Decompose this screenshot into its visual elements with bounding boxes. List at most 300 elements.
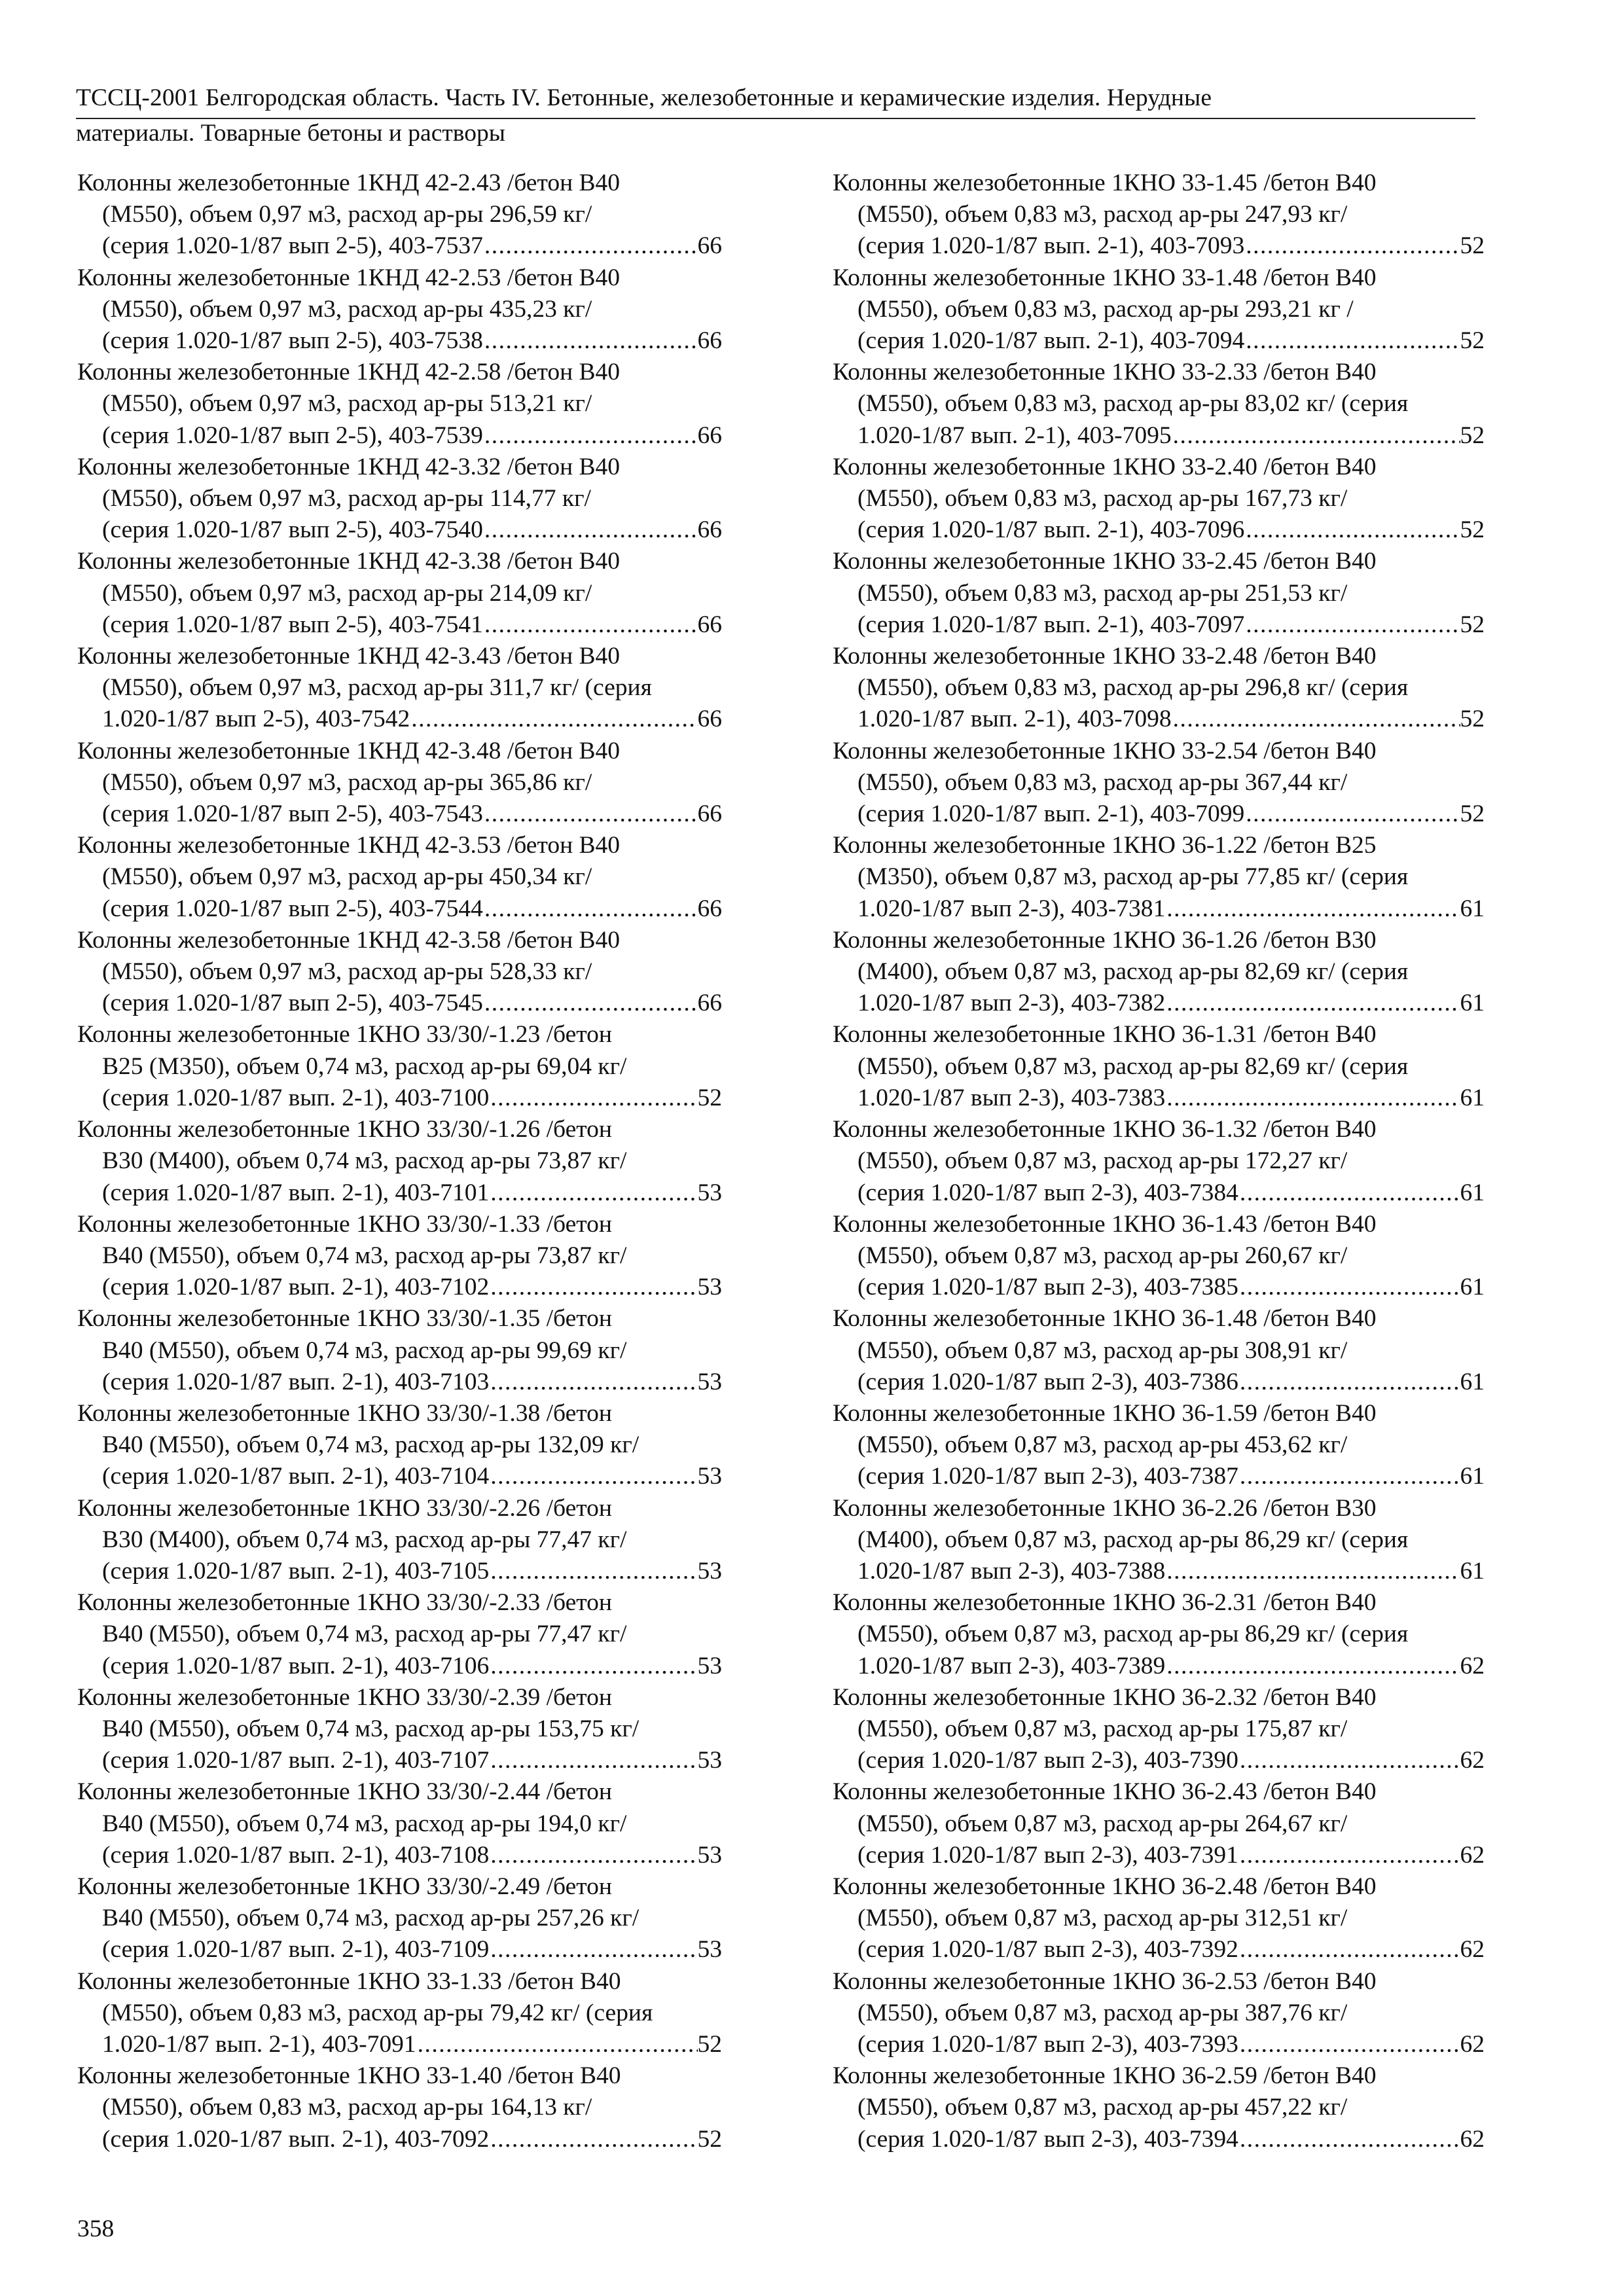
entry-page-number: 52: [1460, 611, 1485, 638]
dot-leader: [483, 325, 698, 357]
index-entry: [833, 1966, 1485, 2061]
dot-leader: [483, 988, 698, 1019]
entry-line-2: (М550), объем 0,87 м3, расход ар-ры 264,67 кг/: [857, 1810, 1348, 1837]
index-entry: [77, 1966, 722, 2061]
dot-leader: [489, 1651, 697, 1682]
entry-line-2: (М350), объем 0,87 м3, расход ар-ры 77,85 кг/ (серия: [857, 863, 1409, 891]
entry-line-3: [833, 1934, 1485, 1965]
entry-line-1: Колонны железобетонные 1КНО 33-1.40 /бетон В40: [77, 2062, 621, 2090]
entry-line-3: [833, 1083, 1485, 1114]
entry-line-1: Колонны железобетонные 1КНО 33/30/-2.39 /бетон: [77, 1683, 612, 1711]
dot-leader: [1238, 1461, 1460, 1492]
entry-line-1: Колонны железобетонные 1КНО 33-2.48 /бетон В40: [833, 643, 1377, 670]
entry-line-3: [833, 325, 1485, 357]
entry-reference: (серия 1.020-1/87 вып. 2-1), 403-7099: [857, 800, 1245, 828]
entry-reference: (серия 1.020-1/87 вып. 2-1), 403-7096: [857, 516, 1245, 544]
entry-line-3: [833, 988, 1485, 1019]
entry-line-1: Колонны железобетонные 1КНД 42-2.53 /бетон В40: [77, 264, 621, 291]
dot-leader: [1165, 1556, 1460, 1587]
index-entry: [77, 1114, 722, 1209]
entry-line-1: Колонны железобетонные 1КНО 33-1.45 /бетон В40: [833, 170, 1377, 196]
entry-page-number: 62: [1460, 2030, 1485, 2058]
index-entry: [77, 262, 722, 357]
entry-line-1: Колонны железобетонные 1КНО 36-2.53 /бетон В40: [833, 1967, 1377, 1995]
index-entry: [833, 1114, 1485, 1209]
index-entry: [77, 546, 722, 641]
entry-page-number: 66: [697, 327, 722, 355]
entry-line-1: Колонны железобетонные 1КНО 33-1.33 /бетон В40: [77, 1967, 621, 1995]
dot-leader: [1165, 1083, 1460, 1114]
entry-line-1: Колонны железобетонные 1КНО 36-1.32 /бетон В40: [833, 1116, 1377, 1143]
entry-reference: (серия 1.020-1/87 вып 2-5), 403-7539: [102, 422, 483, 449]
dot-leader: [1238, 2029, 1460, 2060]
entry-reference: 1.020-1/87 вып. 2-1), 403-7091: [102, 2030, 416, 2058]
index-entry: [833, 1587, 1485, 1682]
entry-reference: (серия 1.020-1/87 вып. 2-1), 403-7100: [102, 1084, 490, 1111]
entry-reference: (серия 1.020-1/87 вып 2-5), 403-7541: [102, 611, 483, 638]
entry-page-number: 66: [697, 232, 722, 260]
dot-leader: [1165, 893, 1460, 925]
entry-line-2: (М550), объем 0,83 м3, расход ар-ры 79,42 кг/ (серия: [102, 1999, 653, 2026]
entry-page-number: 53: [697, 1841, 722, 1869]
entry-line-3: [77, 325, 722, 357]
entry-line-2: В30 (М400), объем 0,74 м3, расход ар-ры 77,47 кг/: [102, 1526, 627, 1553]
entry-line-1: Колонны железобетонные 1КНД 42-3.43 /бетон В40: [77, 643, 621, 670]
entry-line-2: В40 (М550), объем 0,74 м3, расход ар-ры 194,0 кг/: [102, 1810, 627, 1837]
dot-leader: [489, 1367, 697, 1398]
entry-line-2: (М550), объем 0,87 м3, расход ар-ры 82,69 кг/ (серия: [857, 1052, 1409, 1080]
entry-line-1: Колонны железобетонные 1КНО 33/30/-2.26 /бетон: [77, 1494, 612, 1522]
index-entry: [77, 736, 722, 831]
entry-reference: (серия 1.020-1/87 вып. 2-1), 403-7104: [102, 1463, 490, 1490]
entry-line-3: [833, 420, 1485, 452]
header-title-line2: материалы. Товарные бетоны и растворы: [76, 120, 505, 147]
entry-line-1: Колонны железобетонные 1КНО 33/30/-1.33 /бетон: [77, 1210, 612, 1238]
entry-reference: (серия 1.020-1/87 вып 2-3), 403-7384: [857, 1179, 1238, 1206]
entry-line-1: Колонны железобетонные 1КНО 33/30/-2.33 /бетон: [77, 1589, 612, 1617]
index-entry: [77, 925, 722, 1020]
entry-line-2: В30 (М400), объем 0,74 м3, расход ар-ры 73,87 кг/: [102, 1147, 627, 1175]
entry-page-number: 52: [1460, 327, 1485, 355]
index-entry: [833, 1776, 1485, 1871]
entry-page-number: 66: [697, 611, 722, 638]
index-entry: [77, 1871, 722, 1966]
entry-reference: (серия 1.020-1/87 вып 2-5), 403-7540: [102, 516, 483, 544]
entry-reference: 1.020-1/87 вып 2-3), 403-7388: [857, 1557, 1166, 1585]
entry-reference: (серия 1.020-1/87 вып. 2-1), 403-7102: [102, 1274, 490, 1301]
index-entry: [833, 1209, 1485, 1304]
dot-leader: [489, 1556, 697, 1587]
index-column-left: [77, 168, 722, 2155]
entry-line-1: Колонны железобетонные 1КНД 42-3.38 /бетон В40: [77, 548, 621, 575]
dot-leader: [1244, 230, 1460, 262]
entry-page-number: 53: [697, 1179, 722, 1206]
entry-reference: 1.020-1/87 вып 2-3), 403-7381: [857, 895, 1166, 922]
entry-line-1: Колонны железобетонные 1КНО 33/30/-1.35 /бетон: [77, 1305, 612, 1333]
index-entry: [77, 830, 722, 925]
entry-line-1: Колонны железобетонные 1КНД 42-3.53 /бетон В40: [77, 832, 621, 859]
entry-line-3: [77, 1745, 722, 1776]
entry-line-1: Колонны железобетонные 1КНО 33-2.33 /бетон В40: [833, 359, 1377, 386]
entry-reference: (серия 1.020-1/87 вып. 2-1), 403-7108: [102, 1841, 490, 1869]
dot-leader: [1238, 2124, 1460, 2155]
dot-leader: [1238, 1367, 1460, 1398]
entry-line-2: (М550), объем 0,87 м3, расход ар-ры 260,67 кг/: [857, 1242, 1348, 1269]
dot-leader: [1244, 609, 1460, 641]
entry-line-2: (М550), объем 0,83 м3, расход ар-ры 251,53 кг/: [857, 579, 1348, 607]
entry-reference: 1.020-1/87 вып. 2-1), 403-7095: [857, 422, 1172, 449]
dot-leader: [1238, 1840, 1460, 1871]
entry-page-number: 61: [1460, 1084, 1485, 1111]
entry-page-number: 61: [1460, 1368, 1485, 1395]
entry-line-3: [833, 1272, 1485, 1303]
entry-line-3: [833, 609, 1485, 641]
dot-leader: [1165, 1651, 1460, 1682]
entry-page-number: 52: [697, 2030, 722, 2058]
entry-reference: (серия 1.020-1/87 вып 2-3), 403-7393: [857, 2030, 1238, 2058]
entry-line-2: (М550), объем 0,97 м3, расход ар-ры 435,23 кг/: [102, 295, 592, 323]
entry-line-1: Колонны железобетонные 1КНО 36-2.43 /бетон В40: [833, 1778, 1377, 1806]
dot-leader: [1172, 704, 1460, 735]
entry-page-number: 66: [697, 516, 722, 544]
index-entry: [77, 1776, 722, 1871]
entry-line-1: Колонны железобетонные 1КНД 42-3.48 /бетон В40: [77, 737, 621, 764]
entry-reference: (серия 1.020-1/87 вып 2-3), 403-7386: [857, 1368, 1238, 1395]
entry-page-number: 61: [1460, 1557, 1485, 1585]
entry-line-1: Колонны железобетонные 1КНД 42-3.58 /бетон В40: [77, 926, 621, 954]
entry-line-2: В40 (М550), объем 0,74 м3, расход ар-ры 77,47 кг/: [102, 1621, 627, 1648]
dot-leader: [483, 514, 698, 546]
entry-line-3: [77, 1177, 722, 1209]
entry-line-1: Колонны железобетонные 1КНО 33/30/-1.26 /бетон: [77, 1116, 612, 1143]
entry-line-1: Колонны железобетонные 1КНО 33-1.48 /бетон В40: [833, 264, 1377, 291]
index-entry: [77, 357, 722, 452]
entry-line-3: [833, 1651, 1485, 1682]
entry-page-number: 53: [697, 1936, 722, 1964]
entry-line-2: (М550), объем 0,97 м3, расход ар-ры 311,7 кг/ (серия: [102, 674, 652, 702]
index-entry: [833, 262, 1485, 357]
entry-line-3: [833, 798, 1485, 830]
index-entry: [77, 168, 722, 262]
entry-reference: (серия 1.020-1/87 вып 2-5), 403-7544: [102, 895, 483, 922]
entry-line-3: [833, 1461, 1485, 1492]
entry-line-3: [833, 893, 1485, 925]
entry-line-1: Колонны железобетонные 1КНО 33-2.40 /бетон В40: [833, 453, 1377, 480]
dot-leader: [1238, 1745, 1460, 1776]
dot-leader: [1238, 1934, 1460, 1965]
entry-line-2: (М550), объем 0,87 м3, расход ар-ры 175,87 кг/: [857, 1715, 1348, 1742]
dot-leader: [483, 798, 698, 830]
entry-line-2: (М550), объем 0,87 м3, расход ар-ры 387,76 кг/: [857, 1999, 1348, 2026]
index-entry: [833, 168, 1485, 262]
entry-reference: (серия 1.020-1/87 вып. 2-1), 403-7103: [102, 1368, 490, 1395]
entry-line-2: (М550), объем 0,97 м3, расход ар-ры 296,59 кг/: [102, 201, 592, 228]
index-column-right: [833, 168, 1485, 2155]
entry-reference: (серия 1.020-1/87 вып 2-5), 403-7537: [102, 232, 483, 260]
index-entry: [833, 1871, 1485, 1966]
entry-reference: 1.020-1/87 вып 2-3), 403-7389: [857, 1652, 1166, 1679]
index-entry: [77, 1209, 722, 1304]
entry-line-3: [833, 2124, 1485, 2155]
entry-page-number: 52: [1460, 422, 1485, 449]
dot-leader: [1238, 1272, 1460, 1303]
entry-line-2: (М550), объем 0,97 м3, расход ар-ры 450,34 кг/: [102, 863, 592, 891]
entry-page-number: 62: [1460, 1936, 1485, 1964]
entry-reference: 1.020-1/87 вып. 2-1), 403-7098: [857, 706, 1172, 733]
dot-leader: [1244, 514, 1460, 546]
entry-reference: (серия 1.020-1/87 вып 2-5), 403-7538: [102, 327, 483, 355]
index-entry: [77, 1587, 722, 1682]
index-entry: [833, 2060, 1485, 2155]
dot-leader: [410, 704, 697, 735]
dot-leader: [1244, 325, 1460, 357]
entry-line-2: (М550), объем 0,87 м3, расход ар-ры 86,29 кг/ (серия: [857, 1621, 1409, 1648]
index-entry: [77, 1682, 722, 1777]
entry-page-number: 53: [697, 1747, 722, 1774]
dot-leader: [483, 230, 698, 262]
entry-line-3: [833, 1177, 1485, 1209]
index-entry: [833, 1493, 1485, 1588]
dot-leader: [489, 2124, 697, 2155]
index-entry: [77, 641, 722, 736]
entry-line-3: [77, 230, 722, 262]
entry-line-3: [77, 2029, 722, 2060]
entry-page-number: 52: [697, 1084, 722, 1111]
entry-line-2: (М550), объем 0,97 м3, расход ар-ры 214,09 кг/: [102, 579, 592, 607]
entry-line-2: (М550), объем 0,97 м3, расход ар-ры 114,77 кг/: [102, 485, 591, 512]
entry-page-number: 52: [1460, 800, 1485, 828]
entry-line-2: (М550), объем 0,83 м3, расход ар-ры 296,8 кг/ (серия: [857, 674, 1409, 702]
entry-page-number: 66: [697, 800, 722, 828]
dot-leader: [489, 1745, 697, 1776]
entry-line-1: Колонны железобетонные 1КНО 33/30/-1.38 /бетон: [77, 1399, 612, 1427]
entry-page-number: 66: [697, 706, 722, 733]
entry-page-number: 53: [697, 1368, 722, 1395]
entry-line-1: Колонны железобетонные 1КНО 36-1.59 /бетон В40: [833, 1399, 1377, 1427]
entry-page-number: 66: [697, 990, 722, 1017]
entry-line-2: В40 (М550), объем 0,74 м3, расход ар-ры 73,87 кг/: [102, 1242, 627, 1269]
entry-line-3: [77, 2124, 722, 2155]
entry-line-2: (М550), объем 0,97 м3, расход ар-ры 365,86 кг/: [102, 768, 592, 796]
index-entry: [833, 830, 1485, 925]
entry-line-1: Колонны железобетонные 1КНО 33/30/-2.49 /бетон: [77, 1873, 612, 1900]
entry-reference: (серия 1.020-1/87 вып 2-5), 403-7545: [102, 990, 483, 1017]
index-entry: [833, 1682, 1485, 1777]
header-title-line1: ТССЦ-2001 Белгородская область. Часть IV. Бетонные, железобетонные и керамические изделия. Нерудные: [76, 84, 1212, 111]
dot-leader: [483, 893, 698, 925]
entry-line-2: (М550), объем 0,83 м3, расход ар-ры 247,93 кг/: [857, 201, 1348, 228]
index-entry: [833, 452, 1485, 547]
index-entry: [77, 1303, 722, 1398]
running-header: [76, 84, 1475, 113]
entry-line-3: [77, 1840, 722, 1871]
index-entry: [77, 1398, 722, 1493]
entry-reference: (серия 1.020-1/87 вып. 2-1), 403-7093: [857, 232, 1245, 260]
entry-line-2: В40 (М550), объем 0,74 м3, расход ар-ры 132,09 кг/: [102, 1431, 640, 1459]
entry-line-1: Колонны железобетонные 1КНД 42-3.32 /бетон В40: [77, 453, 621, 480]
index-entry: [77, 452, 722, 547]
entry-line-3: [77, 704, 722, 735]
entry-line-1: Колонны железобетонные 1КНО 36-2.48 /бетон В40: [833, 1873, 1377, 1900]
entry-line-1: Колонны железобетонные 1КНО 36-2.59 /бетон В40: [833, 2062, 1377, 2090]
entry-page-number: 52: [1460, 706, 1485, 733]
entry-page-number: 53: [697, 1463, 722, 1490]
entry-line-2: В40 (М550), объем 0,74 м3, расход ар-ры 99,69 кг/: [102, 1336, 627, 1364]
dot-leader: [489, 1934, 697, 1965]
index-entry: [77, 1493, 722, 1588]
entry-line-2: В40 (М550), объем 0,74 м3, расход ар-ры 257,26 кг/: [102, 1905, 640, 1932]
entry-line-3: [833, 514, 1485, 546]
entry-page-number: 62: [1460, 1747, 1485, 1774]
entry-reference: (серия 1.020-1/87 вып. 2-1), 403-7101: [102, 1179, 490, 1206]
entry-line-1: Колонны железобетонные 1КНО 36-1.31 /бетон В40: [833, 1021, 1377, 1049]
entry-page-number: 52: [1460, 516, 1485, 544]
entry-reference: 1.020-1/87 вып 2-5), 403-7542: [102, 706, 410, 733]
entry-reference: (серия 1.020-1/87 вып. 2-1), 403-7097: [857, 611, 1245, 638]
entry-reference: 1.020-1/87 вып 2-3), 403-7382: [857, 990, 1166, 1017]
entry-line-1: Колонны железобетонные 1КНО 33/30/-2.44 /бетон: [77, 1778, 612, 1806]
entry-line-3: [77, 420, 722, 452]
entry-reference: (серия 1.020-1/87 вып 2-3), 403-7385: [857, 1274, 1238, 1301]
entry-line-2: (М400), объем 0,87 м3, расход ар-ры 86,29 кг/ (серия: [857, 1526, 1409, 1553]
entry-line-1: Колонны железобетонные 1КНО 36-1.22 /бетон В25: [833, 832, 1377, 859]
entry-line-1: Колонны железобетонные 1КНО 36-2.32 /бетон В40: [833, 1683, 1377, 1711]
entry-line-2: (М400), объем 0,87 м3, расход ар-ры 82,69 кг/ (серия: [857, 958, 1409, 986]
entry-line-1: Колонны железобетонные 1КНО 36-2.26 /бетон В30: [833, 1494, 1377, 1522]
entry-reference: (серия 1.020-1/87 вып 2-3), 403-7390: [857, 1747, 1238, 1774]
entry-page-number: 62: [1460, 1652, 1485, 1679]
dot-leader: [489, 1461, 697, 1492]
entry-line-3: [77, 893, 722, 925]
entry-page-number: 61: [1460, 990, 1485, 1017]
entry-page-number: 52: [697, 2125, 722, 2153]
entry-reference: (серия 1.020-1/87 вып. 2-1), 403-7106: [102, 1652, 490, 1679]
dot-leader: [483, 609, 698, 641]
entry-line-2: В40 (М550), объем 0,74 м3, расход ар-ры 153,75 кг/: [102, 1715, 640, 1742]
entry-line-2: (М550), объем 0,83 м3, расход ар-ры 83,02 кг/ (серия: [857, 390, 1409, 418]
entry-line-3: [833, 230, 1485, 262]
entry-line-2: (М550), объем 0,87 м3, расход ар-ры 308,91 кг/: [857, 1336, 1348, 1364]
entry-line-3: [77, 988, 722, 1019]
entry-line-1: Колонны железобетонные 1КНД 42-2.58 /бетон В40: [77, 359, 621, 386]
index-entry: [833, 736, 1485, 831]
index-entry: [833, 546, 1485, 641]
index-entry: [833, 357, 1485, 452]
entry-line-3: [77, 1367, 722, 1398]
dot-leader: [1172, 420, 1460, 452]
entry-line-3: [833, 1367, 1485, 1398]
entry-line-3: [833, 2029, 1485, 2060]
entry-line-2: (М550), объем 0,97 м3, расход ар-ры 528,33 кг/: [102, 958, 592, 986]
index-entry: [833, 1019, 1485, 1114]
entry-reference: (серия 1.020-1/87 вып. 2-1), 403-7107: [102, 1747, 490, 1774]
entry-page-number: 61: [1460, 1274, 1485, 1301]
entry-reference: (серия 1.020-1/87 вып. 2-1), 403-7094: [857, 327, 1245, 355]
entry-reference: (серия 1.020-1/87 вып. 2-1), 403-7092: [102, 2125, 490, 2153]
entry-page-number: 62: [1460, 2125, 1485, 2153]
entry-line-3: [77, 1272, 722, 1303]
entry-reference: (серия 1.020-1/87 вып 2-3), 403-7387: [857, 1463, 1238, 1490]
entry-line-2: (М550), объем 0,83 м3, расход ар-ры 293,21 кг /: [857, 295, 1354, 323]
index-entry: [833, 1303, 1485, 1398]
entry-page-number: 66: [697, 422, 722, 449]
entry-line-2: (М550), объем 0,83 м3, расход ар-ры 164,13 кг/: [102, 2094, 592, 2121]
dot-leader: [1165, 988, 1460, 1019]
dot-leader: [416, 2029, 698, 2060]
dot-leader: [489, 1840, 697, 1871]
dot-leader: [1238, 1177, 1460, 1209]
entry-reference: (серия 1.020-1/87 вып. 2-1), 403-7105: [102, 1557, 490, 1585]
page-number: 358: [77, 2215, 115, 2242]
entry-line-3: [77, 1083, 722, 1114]
entry-line-1: Колонны железобетонные 1КНД 42-2.43 /бетон В40: [77, 170, 621, 196]
entry-line-1: Колонны железобетонные 1КНО 36-2.31 /бетон В40: [833, 1589, 1377, 1617]
entry-line-3: [77, 1651, 722, 1682]
entry-page-number: 52: [1460, 232, 1485, 260]
index-entry: [833, 641, 1485, 736]
index-entry: [833, 925, 1485, 1020]
entry-line-3: [77, 514, 722, 546]
entry-line-3: [77, 1934, 722, 1965]
index-entry: [77, 2060, 722, 2155]
entry-page-number: 61: [1460, 1179, 1485, 1206]
entry-line-3: [833, 1745, 1485, 1776]
entry-line-3: [833, 1840, 1485, 1871]
entry-line-3: [77, 609, 722, 641]
entry-line-3: [77, 1556, 722, 1587]
entry-reference: 1.020-1/87 вып 2-3), 403-7383: [857, 1084, 1166, 1111]
dot-leader: [489, 1177, 697, 1209]
entry-line-3: [833, 704, 1485, 735]
dot-leader: [489, 1272, 697, 1303]
index-entry: [833, 1398, 1485, 1493]
entry-page-number: 61: [1460, 1463, 1485, 1490]
index-entry: [77, 1019, 722, 1114]
entry-page-number: 62: [1460, 1841, 1485, 1869]
entry-line-2: (М550), объем 0,83 м3, расход ар-ры 367,44 кг/: [857, 768, 1348, 796]
entry-reference: (серия 1.020-1/87 вып 2-3), 403-7391: [857, 1841, 1238, 1869]
dot-leader: [483, 420, 698, 452]
entry-line-1: Колонны железобетонные 1КНО 36-1.48 /бетон В40: [833, 1305, 1377, 1333]
entry-reference: (серия 1.020-1/87 вып 2-5), 403-7543: [102, 800, 483, 828]
entry-page-number: 66: [697, 895, 722, 922]
entry-page-number: 53: [697, 1274, 722, 1301]
entry-line-2: (М550), объем 0,83 м3, расход ар-ры 167,73 кг/: [857, 485, 1348, 512]
entry-line-2: (М550), объем 0,87 м3, расход ар-ры 312,51 кг/: [857, 1905, 1348, 1932]
entry-page-number: 53: [697, 1557, 722, 1585]
entry-line-3: [77, 1461, 722, 1492]
entry-line-1: Колонны железобетонные 1КНО 36-1.43 /бетон В40: [833, 1210, 1377, 1238]
entry-page-number: 61: [1460, 895, 1485, 922]
entry-page-number: 53: [697, 1652, 722, 1679]
dot-leader: [1244, 798, 1460, 830]
entry-reference: (серия 1.020-1/87 вып. 2-1), 403-7109: [102, 1936, 490, 1964]
entry-line-1: Колонны железобетонные 1КНО 33-2.54 /бетон В40: [833, 737, 1377, 764]
entry-line-3: [833, 1556, 1485, 1587]
entry-line-3: [77, 798, 722, 830]
entry-line-1: Колонны железобетонные 1КНО 33-2.45 /бетон В40: [833, 548, 1377, 575]
entry-line-2: В25 (М350), объем 0,74 м3, расход ар-ры 69,04 кг/: [102, 1052, 627, 1080]
entry-line-1: Колонны железобетонные 1КНО 33/30/-1.23 /бетон: [77, 1021, 612, 1049]
entry-line-2: (М550), объем 0,87 м3, расход ар-ры 457,22 кг/: [857, 2094, 1348, 2121]
entry-line-2: (М550), объем 0,97 м3, расход ар-ры 513,21 кг/: [102, 390, 592, 418]
entry-line-1: Колонны железобетонные 1КНО 36-1.26 /бетон В30: [833, 926, 1377, 954]
entry-line-2: (М550), объем 0,87 м3, расход ар-ры 453,62 кг/: [857, 1431, 1348, 1459]
entry-line-2: (М550), объем 0,87 м3, расход ар-ры 172,27 кг/: [857, 1147, 1348, 1175]
dot-leader: [489, 1083, 697, 1114]
entry-reference: (серия 1.020-1/87 вып 2-3), 403-7392: [857, 1936, 1238, 1964]
entry-reference: (серия 1.020-1/87 вып 2-3), 403-7394: [857, 2125, 1238, 2153]
